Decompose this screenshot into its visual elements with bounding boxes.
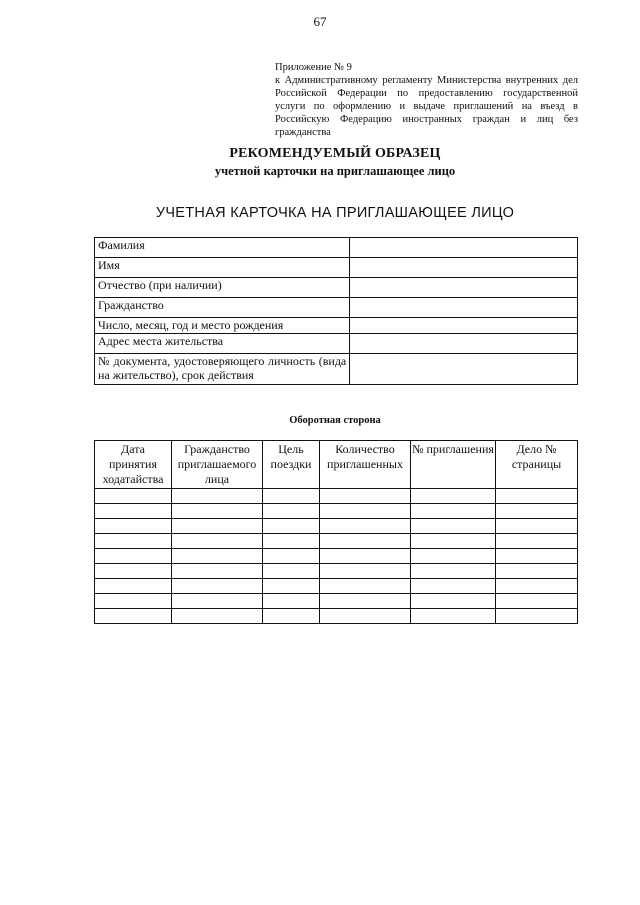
table-cell[interactable]	[95, 549, 172, 564]
appendix-line: услуги по оформлению и выдаче приглашений на въезд в	[275, 101, 578, 112]
table-cell[interactable]	[496, 489, 578, 504]
table-cell[interactable]	[263, 534, 320, 549]
table-row	[95, 534, 578, 549]
table-cell[interactable]	[320, 489, 411, 504]
appendix-note	[275, 61, 578, 139]
table-cell[interactable]	[263, 594, 320, 609]
table-cell[interactable]	[411, 594, 496, 609]
table-cell[interactable]	[172, 519, 263, 534]
appendix-title: Приложение № 9	[275, 62, 352, 73]
table-cell[interactable]	[320, 534, 411, 549]
table-cell[interactable]	[263, 504, 320, 519]
table-cell[interactable]	[263, 519, 320, 534]
appendix-line: гражданства	[275, 127, 331, 138]
column-header: Гражданство приглашаемого лица	[172, 441, 263, 489]
table-cell[interactable]	[496, 579, 578, 594]
column-header: Цель поездки	[263, 441, 320, 489]
card-field-value[interactable]	[350, 318, 578, 334]
table-cell[interactable]	[411, 519, 496, 534]
page-number: 67	[313, 14, 327, 29]
table-cell[interactable]	[320, 564, 411, 579]
card-row	[95, 318, 578, 334]
table-cell[interactable]	[411, 534, 496, 549]
table-cell[interactable]	[263, 549, 320, 564]
table-cell[interactable]	[411, 489, 496, 504]
table-cell[interactable]	[172, 534, 263, 549]
table-cell[interactable]	[411, 609, 496, 624]
appendix-line: Российской Федерации по предоставлению государственной	[275, 88, 578, 99]
sample-heading: РЕКОМЕНДУЕМЫЙ ОБРАЗЕЦ	[229, 146, 441, 161]
table-cell[interactable]	[320, 519, 411, 534]
card-field-label: Имя	[95, 258, 350, 278]
table-cell[interactable]	[172, 489, 263, 504]
table-cell[interactable]	[320, 594, 411, 609]
card-table	[94, 237, 578, 385]
table-row	[95, 564, 578, 579]
table-cell[interactable]	[411, 549, 496, 564]
table-cell[interactable]	[95, 534, 172, 549]
table-cell[interactable]	[263, 579, 320, 594]
appendix-body	[275, 74, 578, 139]
table-cell[interactable]	[320, 579, 411, 594]
table-cell[interactable]	[172, 564, 263, 579]
reverse-header-row	[95, 441, 578, 489]
table-row	[95, 519, 578, 534]
table-cell[interactable]	[320, 504, 411, 519]
table-cell[interactable]	[263, 564, 320, 579]
column-header: Дело № страницы	[496, 441, 578, 489]
card-title: УЧЕТНАЯ КАРТОЧКА НА ПРИГЛАШАЮЩЕЕ ЛИЦО	[155, 205, 515, 221]
table-cell[interactable]	[95, 579, 172, 594]
card-row	[95, 354, 578, 385]
table-row	[95, 594, 578, 609]
table-cell[interactable]	[172, 549, 263, 564]
table-cell[interactable]	[411, 564, 496, 579]
table-row	[95, 579, 578, 594]
table-cell[interactable]	[411, 579, 496, 594]
table-cell[interactable]	[496, 609, 578, 624]
reverse-side-caption: Оборотная сторона	[289, 415, 381, 426]
card-row	[95, 258, 578, 278]
card-field-label: Гражданство	[95, 298, 350, 318]
card-field-label: Фамилия	[95, 238, 350, 258]
column-header: Дата принятия ходатайства	[95, 441, 172, 489]
table-cell[interactable]	[496, 564, 578, 579]
table-row	[95, 549, 578, 564]
card-field-label: Отчество (при наличии)	[95, 278, 350, 298]
table-cell[interactable]	[172, 594, 263, 609]
column-header: Количество приглашенных	[320, 441, 411, 489]
table-cell[interactable]	[95, 504, 172, 519]
table-cell[interactable]	[95, 519, 172, 534]
card-field-value[interactable]	[350, 298, 578, 318]
table-row	[95, 489, 578, 504]
table-cell[interactable]	[320, 609, 411, 624]
column-header: № приглашения	[411, 441, 496, 489]
card-field-value[interactable]	[350, 334, 578, 354]
table-row	[95, 609, 578, 624]
table-row	[95, 504, 578, 519]
table-cell[interactable]	[496, 534, 578, 549]
card-row	[95, 278, 578, 298]
sample-subheading: учетной карточки на приглашающее лицо	[214, 164, 456, 178]
table-cell[interactable]	[263, 489, 320, 504]
card-row	[95, 238, 578, 258]
table-cell[interactable]	[496, 504, 578, 519]
table-cell[interactable]	[263, 609, 320, 624]
table-cell[interactable]	[95, 609, 172, 624]
table-cell[interactable]	[320, 549, 411, 564]
table-cell[interactable]	[172, 504, 263, 519]
card-field-label: Адрес места жительства	[95, 334, 350, 354]
card-field-value[interactable]	[350, 278, 578, 298]
appendix-line: Российскую Федерацию иностранных граждан и лиц без	[275, 114, 578, 125]
table-cell[interactable]	[95, 489, 172, 504]
table-cell[interactable]	[172, 609, 263, 624]
card-field-value[interactable]	[350, 238, 578, 258]
reverse-side-table	[94, 440, 578, 624]
card-field-label: № документа, удостоверяющего личность (вида на жительство), срок действия	[95, 354, 350, 385]
card-field-label: Число, месяц, год и место рождения	[95, 318, 350, 334]
appendix-line: к Административному регламенту Министерства внутренних дел	[275, 75, 578, 86]
table-cell[interactable]	[411, 504, 496, 519]
table-cell[interactable]	[496, 549, 578, 564]
card-row	[95, 298, 578, 318]
table-cell[interactable]	[172, 579, 263, 594]
card-row	[95, 334, 578, 354]
table-cell[interactable]	[95, 564, 172, 579]
card-field-value[interactable]	[350, 354, 578, 385]
table-cell[interactable]	[496, 519, 578, 534]
card-field-value[interactable]	[350, 258, 578, 278]
table-cell[interactable]	[95, 594, 172, 609]
table-cell[interactable]	[496, 594, 578, 609]
